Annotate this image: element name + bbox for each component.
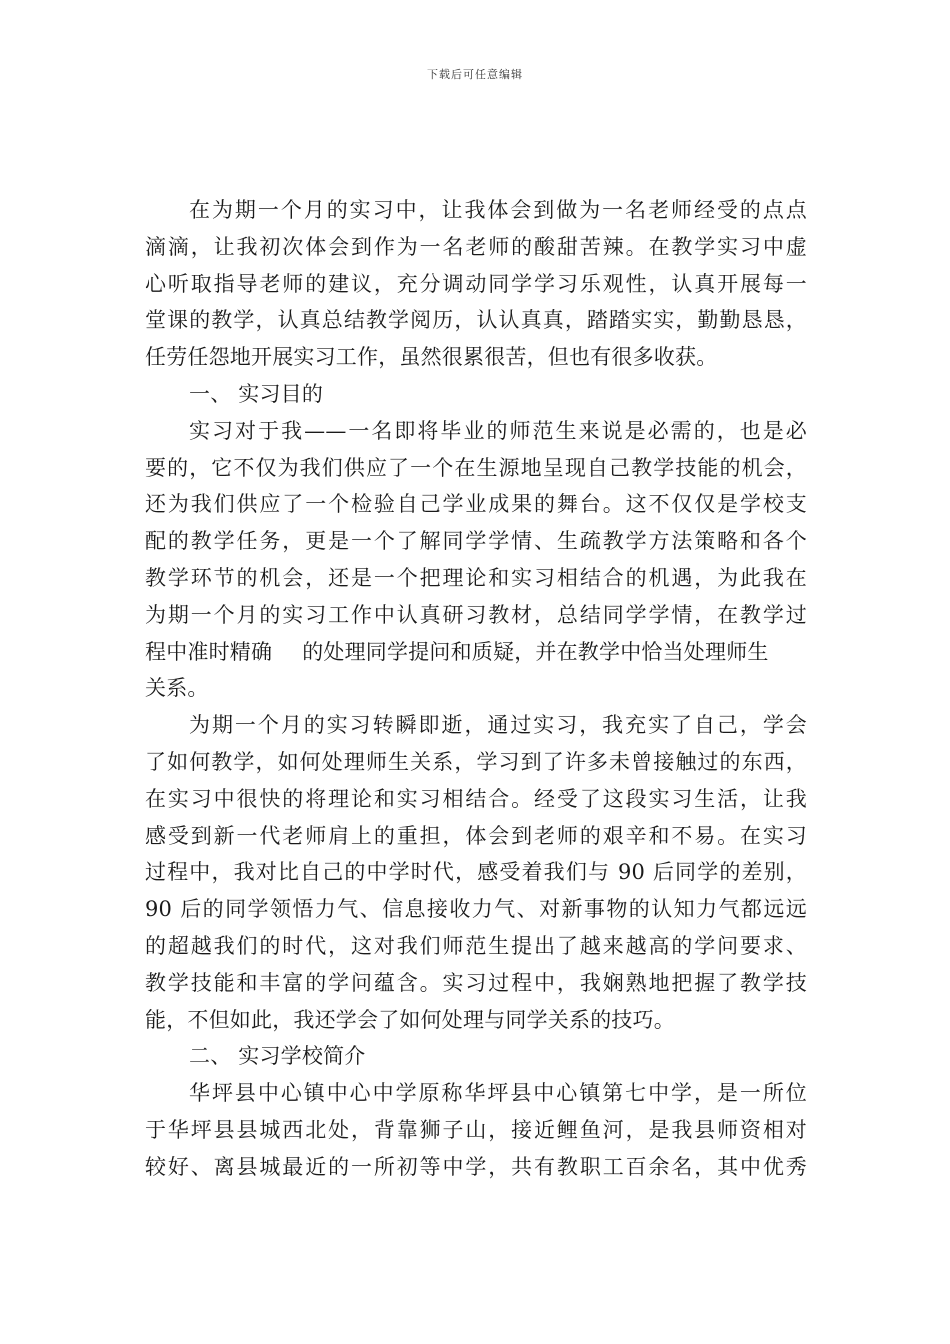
document-body bbox=[145, 192, 807, 1186]
paragraph-line: 要的，它不仅为我们供应了一个在生源地呈现自己教学技能的机会， bbox=[145, 455, 807, 480]
paragraph-line: 为期一个月的实习工作中认真研习教材，总结同学学情，在教学过 bbox=[145, 602, 807, 627]
paragraph-line: 教学环节的机会，还是一个把理论和实习相结合的机遇，为此我在 bbox=[145, 565, 807, 590]
line-fragment: 程中准时精确 bbox=[145, 639, 273, 664]
paragraph-line: 关系。 bbox=[145, 676, 209, 701]
line-fragment: 的处理同学提问和质疑，并在教学中恰当处理师生 bbox=[302, 639, 769, 664]
paragraph-line: 华坪县中心镇中心中学原称华坪县中心镇第七中学，是一所位 bbox=[189, 1081, 807, 1106]
paragraph-line: 过程中，我对比自己的中学时代，感受着我们与 90 后同学的差别， bbox=[145, 860, 807, 885]
paragraph-line: 了如何教学，如何处理师生关系，学习到了许多未曾接触过的东西， bbox=[145, 749, 807, 774]
paragraph-line: 还为我们供应了一个检验自己学业成果的舞台。这不仅仅是学校支 bbox=[145, 492, 807, 517]
paragraph-line: 90 后的同学领悟力气、信息接收力气、对新事物的认知力气都远远 bbox=[145, 897, 807, 922]
paragraph-line: 实习对于我——一名即将毕业的师范生来说是必需的，也是必 bbox=[189, 418, 807, 443]
paragraph-line: 能，不但如此，我还学会了如何处理与同学关系的技巧。 bbox=[145, 1007, 675, 1032]
paragraph-line: 教学技能和丰富的学问蕴含。实习过程中，我娴熟地把握了教学技 bbox=[145, 970, 807, 995]
paragraph-line bbox=[145, 634, 807, 671]
page-header-note: 下载后可任意编辑 bbox=[427, 68, 523, 81]
paragraph-line: 配的教学任务，更是一个了解同学学情、生疏教学方法策略和各个 bbox=[145, 529, 807, 554]
paragraph-line: 心听取指导老师的建议，充分调动同学学习乐观性，认真开展每一 bbox=[145, 271, 807, 296]
paragraph-line: 较好、离县城最近的一所初等中学，共有教职工百余名，其中优秀 bbox=[145, 1154, 807, 1179]
paragraph-line: 的超越我们的时代，这对我们师范生提出了越来越高的学问要求、 bbox=[145, 933, 807, 958]
paragraph-line: 堂课的教学，认真总结教学阅历，认认真真，踏踏实实，勤勤恳恳， bbox=[145, 308, 807, 333]
section-heading: 一、 实习目的 bbox=[189, 381, 324, 406]
paragraph-line: 于华坪县县城西北处，背靠狮子山，接近鲤鱼河，是我县师资相对 bbox=[145, 1117, 807, 1142]
section-heading: 二、 实习学校简介 bbox=[189, 1044, 366, 1069]
paragraph-line: 为期一个月的实习转瞬即逝，通过实习，我充实了自己，学会 bbox=[189, 713, 807, 738]
paragraph-line: 在为期一个月的实习中，让我体会到做为一名老师经受的点点 bbox=[189, 198, 807, 222]
paragraph-line: 感受到新一代老师肩上的重担，体会到老师的艰辛和不易。在实习 bbox=[145, 823, 807, 848]
paragraph-line: 滴滴，让我初次体会到作为一名老师的酸甜苦辣。在教学实习中虚 bbox=[145, 234, 807, 259]
paragraph-line: 任劳任怨地开展实习工作，虽然很累很苦，但也有很多收获。 bbox=[145, 345, 718, 370]
paragraph-line: 在实习中很快的将理论和实习相结合。经受了这段实习生活，让我 bbox=[145, 786, 807, 811]
